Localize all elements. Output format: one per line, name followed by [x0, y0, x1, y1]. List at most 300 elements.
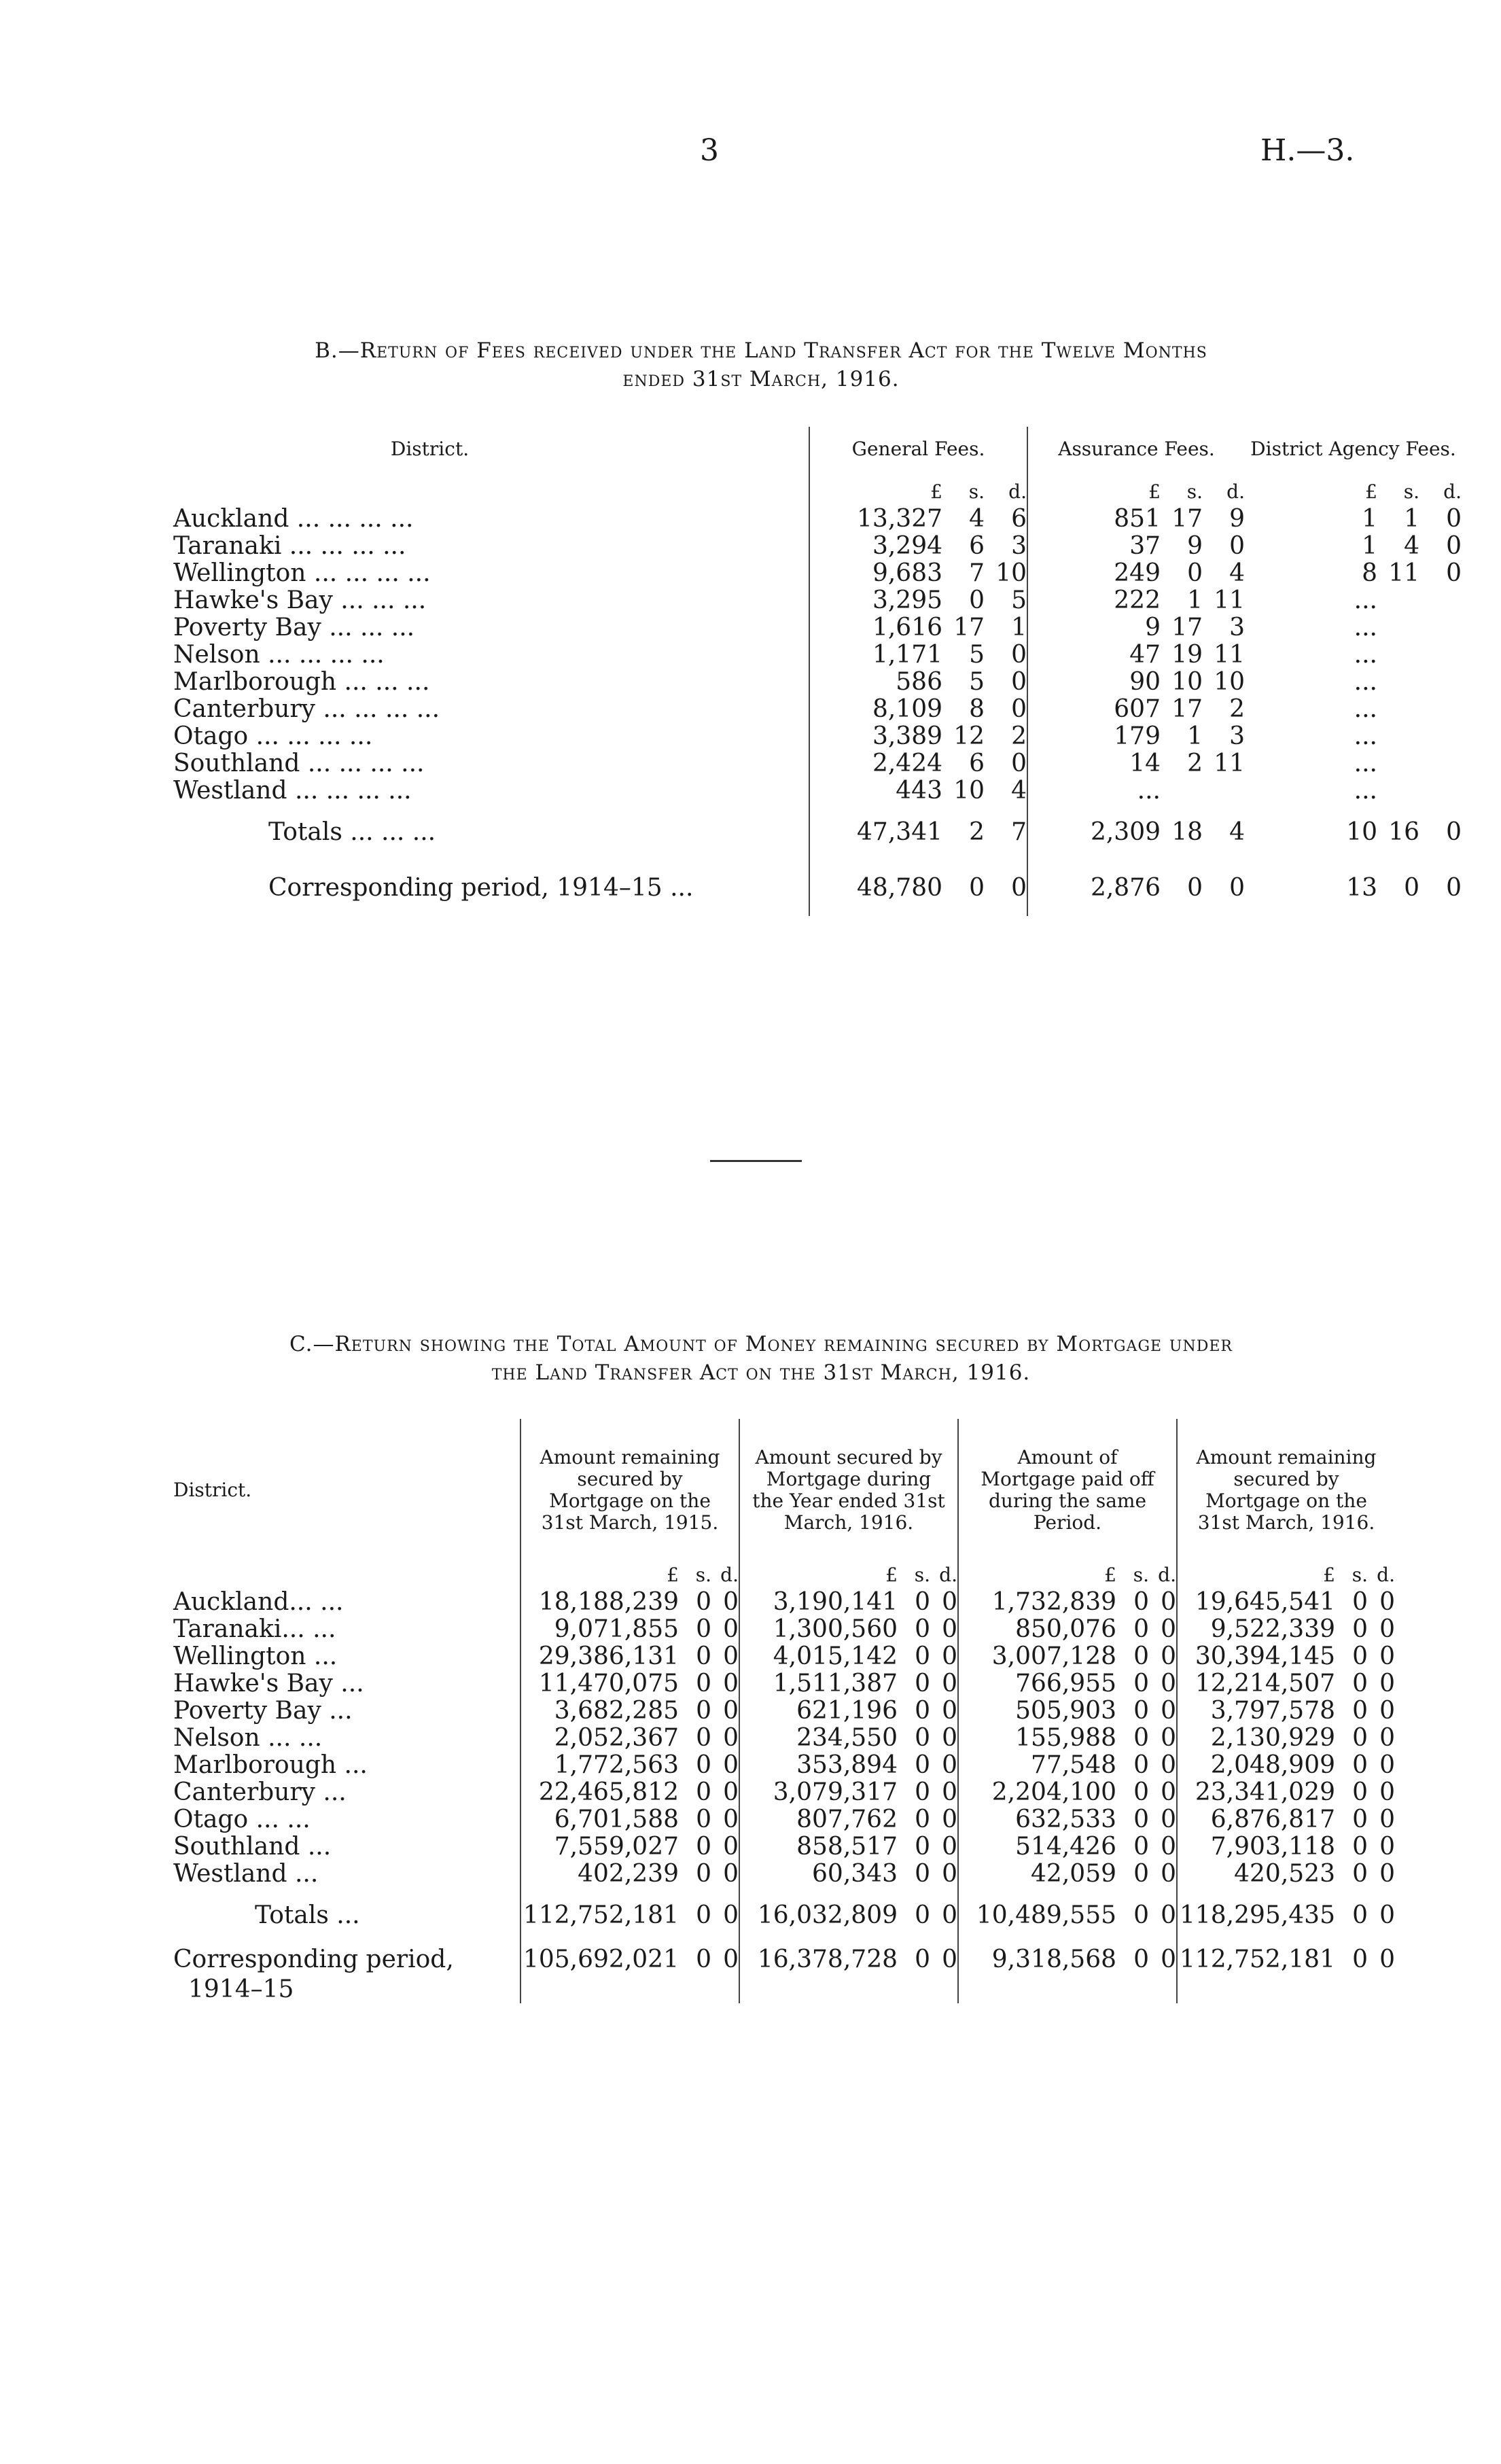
pence-value: 11	[1214, 586, 1245, 614]
shillings-value: 0	[1352, 1642, 1368, 1670]
table-row	[173, 696, 1462, 723]
table-row	[173, 533, 1462, 560]
pounds-value: 77,548	[958, 1752, 1116, 1779]
shillings-value: 0	[1133, 1806, 1149, 1833]
shillings-value: 17	[953, 614, 985, 641]
pence-value: 0	[942, 1778, 957, 1806]
shillings-value: 0	[1133, 1697, 1149, 1725]
table-b-title	[173, 336, 1349, 393]
shillings-value: 0	[1352, 1833, 1368, 1861]
pounds-value: 402,239	[520, 1861, 679, 1888]
table-row	[173, 1806, 1395, 1833]
pence-value	[1419, 750, 1462, 777]
pence-value: 0	[1011, 641, 1027, 669]
empty-cell	[958, 1976, 1116, 2003]
district-name: Taranaki... ...	[173, 1615, 336, 1643]
shillings-value: 18	[1171, 818, 1203, 846]
pence-value: 10	[995, 559, 1027, 587]
pence-value	[1419, 696, 1462, 723]
shillings-value: 4	[1404, 532, 1419, 560]
empty-cell	[930, 1976, 958, 2003]
pounds-value: 2,876	[1027, 860, 1161, 916]
shillings-value: 2	[1187, 750, 1203, 777]
pounds-value: 179	[1027, 723, 1161, 750]
shillings-value: 10	[1171, 668, 1203, 696]
pounds-value: 6,701,588	[520, 1806, 679, 1833]
pence-value: 0	[942, 1588, 957, 1616]
shillings-value: 0	[915, 1806, 930, 1833]
shillings-value: 0	[696, 1778, 711, 1806]
pence-value: 0	[723, 1588, 739, 1616]
shillings-value: 0	[696, 1588, 711, 1616]
shillings-value: 1	[1404, 505, 1419, 533]
shillings-value: 10	[953, 777, 985, 805]
shillings-value: 0	[915, 1901, 930, 1929]
pence-value: 0	[1161, 1901, 1176, 1929]
pence-value: 0	[942, 1901, 957, 1929]
empty-cell	[1177, 1976, 1335, 2003]
shillings-value: 17	[1171, 614, 1203, 641]
shillings-value: 11	[1388, 559, 1419, 587]
table-row	[173, 587, 1462, 614]
pence-value: 0	[942, 1751, 957, 1779]
district-name: Marlborough ...	[173, 1751, 368, 1779]
pounds-value: 2,309	[1027, 805, 1161, 860]
pence-value: 0	[1379, 1806, 1395, 1833]
pounds-value: 3,682,285	[520, 1697, 679, 1725]
shillings-value: 0	[1133, 1860, 1149, 1888]
district-name: Auckland ... ... ... ...	[173, 505, 414, 533]
pence-value: 0	[723, 1751, 739, 1779]
header-paid-off: Amount of Mortgage paid off during the same Period.	[958, 1419, 1177, 1562]
empty-cell	[1368, 1976, 1395, 2003]
table-row	[173, 1643, 1395, 1670]
unit-pound: £	[958, 1562, 1116, 1589]
shillings-value: 0	[696, 1724, 711, 1752]
pence-value: 0	[1161, 1806, 1176, 1833]
pounds-value: 505,903	[958, 1697, 1116, 1725]
shillings-value: 16	[1388, 818, 1419, 846]
unit-shillings: s.	[695, 1564, 711, 1586]
pounds-value: 851	[1027, 506, 1161, 533]
pounds-value: 249	[1027, 560, 1161, 587]
pence-value: 0	[1379, 1860, 1395, 1888]
shillings-value: 0	[1352, 1946, 1368, 1973]
pence-value: 9	[1229, 505, 1245, 533]
section-divider	[710, 1160, 802, 1162]
shillings-value: 7	[969, 559, 985, 587]
pence-value: 0	[1379, 1615, 1395, 1643]
district-name: Otago ... ... ... ...	[173, 722, 373, 750]
pence-value: 0	[1446, 874, 1462, 902]
district-name: Corresponding period,	[173, 1946, 454, 1973]
shillings-value: 0	[1133, 1670, 1149, 1697]
shillings-value: 0	[1352, 1860, 1368, 1888]
empty-cell	[679, 1976, 711, 2003]
shillings-value: 0	[1133, 1833, 1149, 1861]
pence-value: 3	[1011, 532, 1027, 560]
pounds-value: 2,424	[809, 750, 942, 777]
shillings-value: 0	[1352, 1751, 1368, 1779]
pounds-value: ...	[1354, 668, 1377, 696]
pence-value: 0	[1379, 1697, 1395, 1725]
table-row	[173, 506, 1462, 533]
table-b-fees	[173, 427, 1462, 916]
shillings-value: 0	[915, 1642, 930, 1670]
pounds-value: 155,988	[958, 1725, 1116, 1752]
pounds-value: 8,109	[809, 696, 942, 723]
shillings-value: 17	[1171, 695, 1203, 723]
pounds-value: 1,300,560	[739, 1616, 898, 1643]
district-name: Taranaki ... ... ... ...	[173, 532, 406, 560]
district-name: Corresponding period, 1914–15 ...	[268, 874, 694, 902]
pounds-value: 37	[1027, 533, 1161, 560]
shillings-value: 5	[969, 668, 985, 696]
pounds-value: 105,692,021	[520, 1943, 679, 1976]
empty-cell	[739, 1976, 898, 2003]
pounds-value: 420,523	[1177, 1861, 1335, 1888]
header-district: District.	[173, 1479, 252, 1501]
pence-value: 0	[1161, 1833, 1176, 1861]
shillings-value: 0	[1187, 874, 1203, 902]
pounds-value: 22,465,812	[520, 1779, 679, 1806]
table-row	[173, 750, 1462, 777]
table-c-header-row	[173, 1419, 1395, 1562]
totals-row	[173, 805, 1462, 860]
pounds-value: 2,130,929	[1177, 1725, 1335, 1752]
empty-cell	[711, 1976, 739, 2003]
pounds-value: 10	[1346, 818, 1377, 846]
district-name: Totals ...	[255, 1901, 360, 1929]
district-name: Hawke's Bay ...	[173, 1670, 364, 1697]
shillings-value: 0	[915, 1833, 930, 1861]
pounds-value: 2,204,100	[958, 1779, 1116, 1806]
shillings-value: 0	[1352, 1670, 1368, 1697]
pounds-value: 8	[1362, 559, 1377, 587]
shillings-value: 0	[915, 1588, 930, 1616]
pence-value: 3	[1229, 614, 1245, 641]
pence-value: 0	[1446, 505, 1462, 533]
shillings-value: 9	[1187, 532, 1203, 560]
pounds-value: 23,341,029	[1177, 1779, 1335, 1806]
pounds-value: 621,196	[739, 1697, 898, 1725]
pounds-value: 11,470,075	[520, 1670, 679, 1697]
pounds-value: 10,489,555	[958, 1888, 1116, 1943]
pence-value: 0	[1011, 668, 1027, 696]
shillings-value: 0	[1404, 874, 1419, 902]
pence-value	[1419, 641, 1462, 669]
pence-value: 0	[1379, 1833, 1395, 1861]
pounds-value: 18,188,239	[520, 1589, 679, 1616]
pence-value: 0	[1161, 1615, 1176, 1643]
empty-cell	[520, 1976, 679, 2003]
shillings-value: 0	[915, 1670, 930, 1697]
unit-pence: d.	[1008, 480, 1027, 503]
pounds-value: ...	[1354, 586, 1377, 614]
unit-row	[173, 470, 1462, 506]
pence-value: 0	[1011, 750, 1027, 777]
header-general-fees: General Fees.	[809, 427, 1027, 470]
pence-value: 2	[1011, 722, 1027, 750]
empty-cell	[898, 1976, 930, 2003]
table-b-header-row	[173, 427, 1462, 470]
pence-value: 4	[1011, 777, 1027, 805]
shillings-value: 0	[696, 1833, 711, 1861]
pence-value: 5	[1011, 586, 1027, 614]
shillings-value: 0	[915, 1751, 930, 1779]
shillings-value	[1377, 723, 1419, 750]
pounds-value: 1	[1362, 505, 1377, 533]
pence-value: 0	[1379, 1588, 1395, 1616]
pounds-value: 514,426	[958, 1833, 1116, 1861]
shillings-value: 4	[969, 505, 985, 533]
pounds-value: 60,343	[739, 1861, 898, 1888]
shillings-value: 0	[696, 1860, 711, 1888]
shillings-value	[1377, 669, 1419, 696]
pence-value: 0	[1161, 1724, 1176, 1752]
pence-value: 0	[1446, 559, 1462, 587]
pounds-value: 607	[1027, 696, 1161, 723]
pounds-value: 30,394,145	[1177, 1643, 1335, 1670]
district-name: Totals ... ... ...	[268, 818, 436, 846]
empty-cell	[1116, 1976, 1149, 2003]
pounds-value: ...	[1354, 777, 1377, 805]
district-name: Poverty Bay ... ... ...	[173, 614, 415, 641]
unit-shillings: s.	[1186, 480, 1203, 503]
shillings-value: 2	[969, 818, 985, 846]
table-c-mortgages	[173, 1419, 1395, 2003]
pounds-value: 3,295	[809, 587, 942, 614]
shillings-value: 0	[696, 1697, 711, 1725]
pence-value: 0	[1379, 1724, 1395, 1752]
pence-value: 0	[1161, 1697, 1176, 1725]
pounds-value: 47,341	[809, 805, 942, 860]
pounds-value: 9,318,568	[958, 1943, 1116, 1976]
pence-value: 0	[1379, 1778, 1395, 1806]
shillings-value: 0	[915, 1724, 930, 1752]
header-remaining-1916: Amount remaining secured by Mortgage on the 31st March, 1916.	[1177, 1419, 1395, 1562]
pounds-value: 90	[1027, 669, 1161, 696]
shillings-value	[1377, 641, 1419, 669]
pence-value: 0	[723, 1806, 739, 1833]
pence-value: 0	[1379, 1946, 1395, 1973]
pounds-value: ...	[1354, 695, 1377, 723]
pounds-value: 9,522,339	[1177, 1616, 1335, 1643]
corresponding-row-continued	[173, 1976, 1395, 2003]
shillings-value: 1	[1187, 722, 1203, 750]
shillings-value	[1377, 614, 1419, 641]
pence-value: 0	[723, 1670, 739, 1697]
pounds-value: 1,732,839	[958, 1589, 1116, 1616]
pence-value: 0	[942, 1642, 957, 1670]
district-name: Poverty Bay ...	[173, 1697, 353, 1725]
pence-value	[1419, 669, 1462, 696]
shillings-value: 8	[969, 695, 985, 723]
pence-value: 0	[1161, 1670, 1176, 1697]
shillings-value: 0	[915, 1615, 930, 1643]
pounds-value: 6,876,817	[1177, 1806, 1335, 1833]
shillings-value: 0	[915, 1697, 930, 1725]
shillings-value: 6	[969, 532, 985, 560]
unit-spacer	[173, 1562, 520, 1589]
pence-value: 0	[1446, 532, 1462, 560]
table-c-title	[173, 1330, 1349, 1387]
unit-pence: d.	[1377, 1564, 1395, 1586]
pounds-value: 1,171	[809, 641, 942, 669]
pence-value	[1203, 777, 1245, 805]
unit-row	[173, 1562, 1395, 1589]
pounds-value: 632,533	[958, 1806, 1116, 1833]
shillings-value: 1	[1187, 586, 1203, 614]
table-row	[173, 1861, 1395, 1888]
shillings-value: 0	[969, 586, 985, 614]
shillings-value: 0	[696, 1642, 711, 1670]
pounds-value: ...	[1354, 750, 1377, 777]
pence-value: 0	[723, 1946, 739, 1973]
pounds-value: 1,616	[809, 614, 942, 641]
shillings-value: 19	[1171, 641, 1203, 669]
unit-pence: d.	[1226, 480, 1245, 503]
pence-value: 1	[1011, 614, 1027, 641]
district-name: Southland ...	[173, 1833, 332, 1861]
shillings-value: 0	[696, 1615, 711, 1643]
pence-value: 0	[1161, 1778, 1176, 1806]
pence-value: 7	[1011, 818, 1027, 846]
pence-value: 0	[1161, 1751, 1176, 1779]
pounds-value: 13,327	[809, 506, 942, 533]
shillings-value: 0	[1352, 1724, 1368, 1752]
pounds-value: 807,762	[739, 1806, 898, 1833]
pounds-value: 19,645,541	[1177, 1589, 1335, 1616]
pounds-value: 222	[1027, 587, 1161, 614]
pence-value: 0	[723, 1833, 739, 1861]
district-name: Wellington ... ... ... ...	[173, 559, 431, 587]
pence-value: 10	[1214, 668, 1245, 696]
table-row	[173, 1670, 1395, 1697]
table-row	[173, 641, 1462, 669]
unit-shillings: s.	[914, 1564, 930, 1586]
shillings-value: 0	[696, 1946, 711, 1973]
pence-value: 6	[1011, 505, 1027, 533]
shillings-value: 0	[696, 1806, 711, 1833]
pence-value: 0	[1379, 1751, 1395, 1779]
pence-value: 11	[1214, 641, 1245, 669]
table-row	[173, 723, 1462, 750]
corresponding-row	[173, 860, 1462, 916]
pence-value: 0	[942, 1946, 957, 1973]
pence-value: 0	[942, 1697, 957, 1725]
pounds-value: ...	[1354, 641, 1377, 669]
header-remaining-1915: Amount remaining secured by Mortgage on the 31st March, 1915.	[520, 1419, 739, 1562]
pounds-value: 586	[809, 669, 942, 696]
unit-pence: d.	[720, 1564, 739, 1586]
shillings-value: 5	[969, 641, 985, 669]
shillings-value: 0	[915, 1860, 930, 1888]
pounds-value: 850,076	[958, 1616, 1116, 1643]
pence-value: 0	[942, 1860, 957, 1888]
unit-pence: d.	[939, 1564, 957, 1586]
pence-value: 0	[1229, 532, 1245, 560]
shillings-value: 0	[1133, 1778, 1149, 1806]
shillings-value: 0	[1352, 1588, 1368, 1616]
pence-value: 0	[723, 1901, 739, 1929]
shillings-value: 0	[915, 1778, 930, 1806]
pounds-value: 234,550	[739, 1725, 898, 1752]
table-b-title-line2: ended 31st March, 1916.	[622, 367, 900, 391]
pence-value: 0	[1161, 1588, 1176, 1616]
pounds-value: 42,059	[958, 1861, 1116, 1888]
pounds-value: ...	[1354, 614, 1377, 641]
pence-value: 0	[1229, 874, 1245, 902]
unit-shillings: s.	[968, 480, 985, 503]
pounds-value: 47	[1027, 641, 1161, 669]
unit-spacer	[173, 470, 809, 506]
pounds-value: 7,903,118	[1177, 1833, 1335, 1861]
pounds-value: ...	[1354, 722, 1377, 750]
shillings-value	[1377, 696, 1419, 723]
district-name: Hawke's Bay ... ... ...	[173, 586, 427, 614]
shillings-value: 0	[696, 1670, 711, 1697]
shillings-value: 0	[1352, 1615, 1368, 1643]
table-row	[173, 1779, 1395, 1806]
pounds-value: 7,559,027	[520, 1833, 679, 1861]
pence-value	[1419, 777, 1462, 805]
pence-value: 0	[723, 1642, 739, 1670]
shillings-value: 0	[1133, 1751, 1149, 1779]
pounds-value: 118,295,435	[1177, 1888, 1335, 1943]
shillings-value: 0	[1133, 1724, 1149, 1752]
pounds-value: 3,294	[809, 533, 942, 560]
document-code: H.—3.	[1260, 133, 1355, 168]
unit-pound: £	[1365, 480, 1377, 503]
shillings-value: 17	[1171, 505, 1203, 533]
district-name: Auckland... ...	[173, 1588, 344, 1616]
pounds-value: 112,752,181	[520, 1888, 679, 1943]
shillings-value: 0	[1133, 1642, 1149, 1670]
pounds-value: 16,378,728	[739, 1943, 898, 1976]
unit-pound: £	[809, 470, 942, 506]
district-name: Marlborough ... ... ...	[173, 668, 430, 696]
unit-shillings: s.	[1352, 1564, 1368, 1586]
shillings-value: 0	[696, 1901, 711, 1929]
district-name: Otago ... ...	[173, 1806, 311, 1833]
shillings-value: 0	[1133, 1615, 1149, 1643]
shillings-value: 0	[1133, 1946, 1149, 1973]
shillings-value: 0	[1352, 1697, 1368, 1725]
pence-value: 11	[1214, 750, 1245, 777]
unit-shillings: s.	[1403, 480, 1419, 503]
district-name: Southland ... ... ... ...	[173, 750, 425, 777]
pence-value: 0	[1379, 1670, 1395, 1697]
pounds-value: 4,015,142	[739, 1643, 898, 1670]
table-row	[173, 1833, 1395, 1861]
pounds-value: 12,214,507	[1177, 1670, 1335, 1697]
district-name: Nelson ... ...	[173, 1724, 323, 1752]
pounds-value: 766,955	[958, 1670, 1116, 1697]
pence-value: 0	[1161, 1642, 1176, 1670]
totals-row	[173, 1888, 1395, 1943]
pence-value: 4	[1229, 818, 1245, 846]
table-row	[173, 1725, 1395, 1752]
unit-pound: £	[1027, 470, 1161, 506]
pounds-value: 9,683	[809, 560, 942, 587]
pence-value	[1419, 614, 1462, 641]
pounds-value: ...	[1027, 777, 1161, 805]
shillings-value	[1377, 777, 1419, 805]
pence-value: 0	[723, 1615, 739, 1643]
pounds-value: 443	[809, 777, 942, 805]
header-district: District.	[390, 437, 470, 460]
